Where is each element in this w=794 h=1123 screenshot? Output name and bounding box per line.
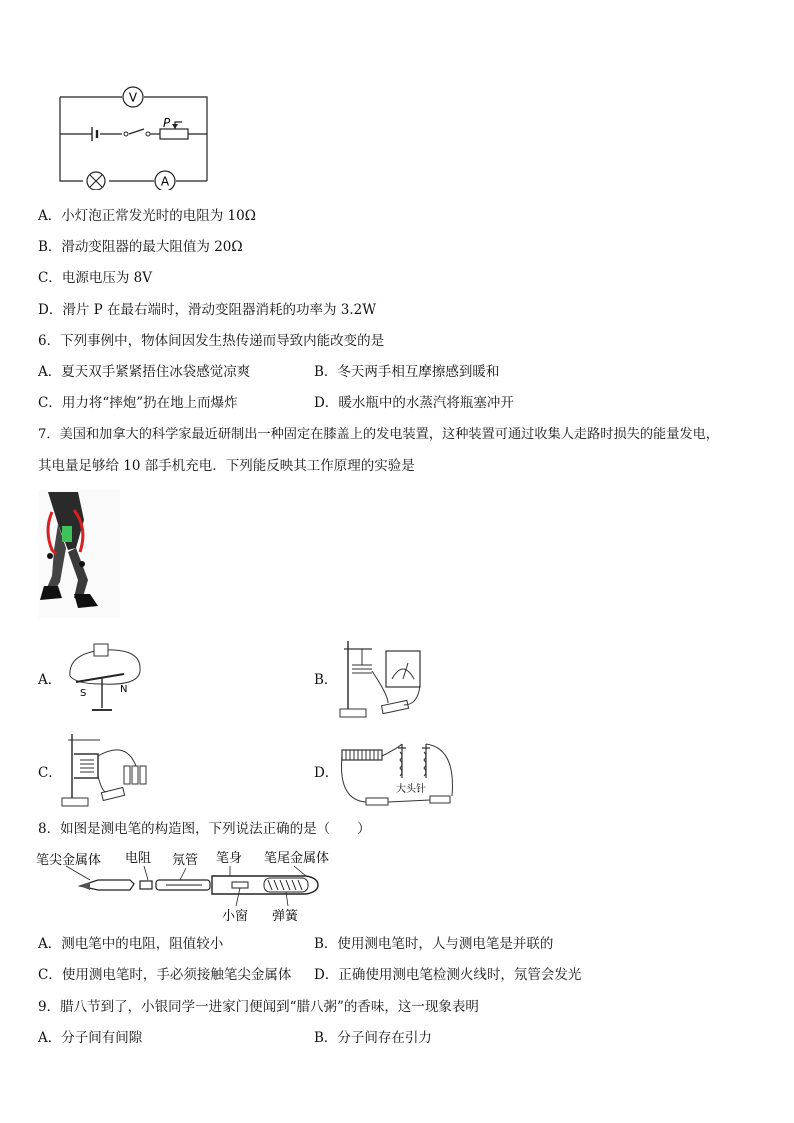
q7-option-b-label: B．	[314, 672, 338, 688]
battery-icon	[92, 127, 97, 141]
voltmeter-icon	[123, 87, 143, 107]
q7-stem-line1: 7．美国和加拿大的科学家最近研制出一种固定在膝盖上的发电装置，这种装置可通过收集人走路时损失的能量发电，	[38, 427, 719, 442]
pole-s-label: S	[80, 688, 87, 699]
pole-n-label: N	[120, 684, 128, 695]
q9-option-b: B．分子间存在引力	[314, 1030, 432, 1046]
q5-option-c: C．电源电压为 8V	[38, 270, 152, 286]
pen-neon-label: 氖管	[172, 853, 199, 868]
slider-arrow-icon	[172, 124, 178, 129]
slider-label: P	[163, 116, 171, 130]
q8-option-b: B．使用测电笔时，人与测电笔是并联的	[314, 936, 554, 952]
pin-label: 大头针	[396, 784, 426, 795]
pen-resistor-label: 电阻	[125, 851, 152, 866]
q8-stem: 8．如图是测电笔的构造图，下列说法正确的是（ ）	[38, 821, 371, 837]
q7-stem-line2: 其电量足够给 10 部手机充电．下列能反映其工作原理的实验是	[38, 458, 415, 474]
q5-option-d: D．滑片 P 在最右端时，滑动变阻器消耗的功率为 3.2W	[38, 302, 377, 318]
test-pen-diagram	[36, 846, 346, 926]
q8-option-d: D．正确使用测电笔检测火线时，氖管会发光	[314, 967, 582, 983]
q6-option-a: A．夏天双手紧紧捂住冰袋感觉凉爽	[38, 364, 251, 380]
circuit-diagram	[50, 85, 220, 190]
q8-option-a: A．测电笔中的电阻，阻值较小	[38, 936, 224, 952]
pen-spring-label: 弹簧	[272, 909, 299, 924]
q9-option-a: A．分子间有间隙	[38, 1030, 143, 1046]
q7-figure-c	[60, 730, 150, 812]
pen-tip-label: 笔尖金属体	[36, 853, 102, 868]
pen-tail-label: 笔尾金属体	[264, 851, 330, 866]
lamp-icon	[87, 172, 105, 190]
q7-figure-b	[338, 635, 424, 723]
pen-window-label: 小窗	[222, 909, 249, 924]
ammeter-icon	[155, 171, 175, 190]
q7-option-a-label: A．	[38, 672, 62, 688]
switch-pivot-icon	[124, 132, 128, 136]
q6-option-b: B．冬天两手相互摩擦感到暖和	[314, 364, 500, 380]
q6-option-d: D．暖水瓶中的水蒸汽将瓶塞冲开	[314, 395, 514, 411]
q5-option-a: A．小灯泡正常发光时的电阻为 10Ω	[38, 208, 256, 224]
q8-option-c: C．使用测电笔时，手必须接触笔尖金属体	[38, 967, 292, 983]
svg-text:A: A	[160, 174, 170, 189]
q9-stem: 9．腊八节到了，小银同学一进家门便闻到“腊八粥”的香味，这一现象表明	[38, 999, 479, 1015]
q7-figure-d	[338, 738, 462, 810]
knee-generator-photo	[38, 490, 120, 618]
q6-option-c: C．用力将“摔炮”扔在地上而爆炸	[38, 395, 238, 411]
pen-body-label: 笔身	[216, 851, 243, 866]
q7-option-d-label: D．	[314, 765, 339, 781]
q7-option-c-label: C．	[38, 765, 62, 781]
q6-stem: 6．下列事例中，物体间因发生热传递而导致内能改变的是	[38, 333, 385, 349]
q5-option-b: B．滑动变阻器的最大阻值为 20Ω	[38, 239, 243, 255]
q7-figure-a	[62, 640, 146, 720]
svg-text:V: V	[128, 90, 138, 105]
